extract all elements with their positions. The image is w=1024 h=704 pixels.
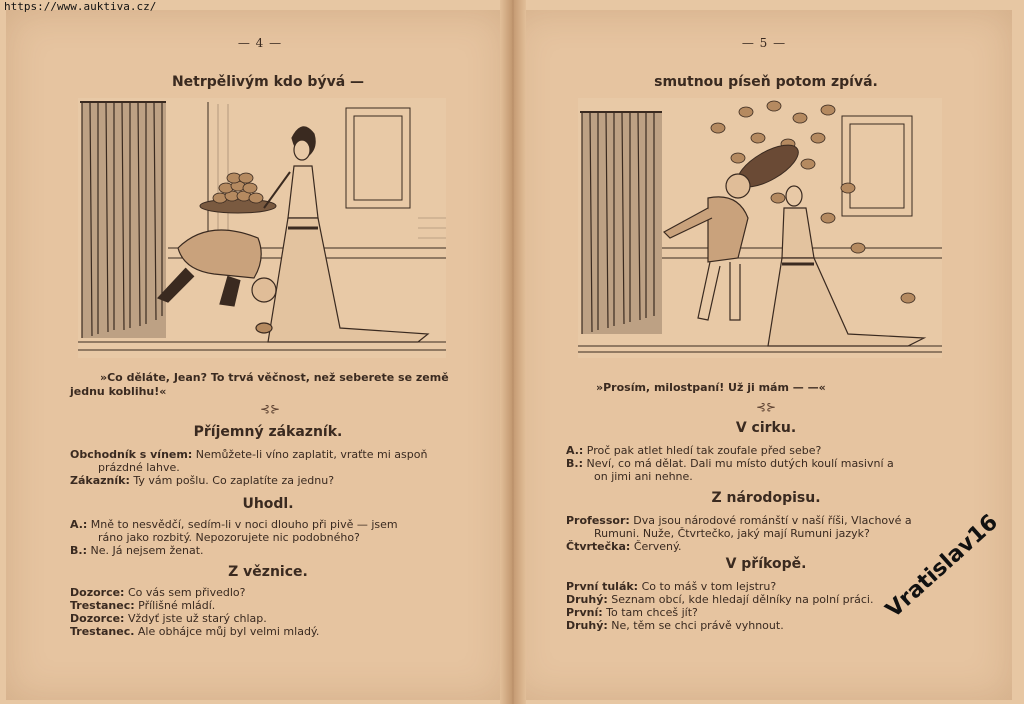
dialogue-continuation: prázdné lahve. [98, 461, 180, 474]
speaker: Trestanec: [70, 599, 135, 612]
dialogue-text: To tam chceš jít? [606, 606, 698, 619]
dialogue-text: Ne, těm se chci právě vyhnout. [611, 619, 784, 632]
left-ornament: ⊰⊱ [260, 402, 281, 416]
right-page-number: — 5 — [741, 36, 787, 50]
left-caption-line-1: »Co děláte, Jean? To trvá věčnost, než seberete se země [100, 371, 449, 384]
left-heading: Netrpělivým kdo bývá — [171, 74, 365, 90]
section-dialogue [566, 514, 976, 553]
section-dialogue [70, 586, 470, 638]
speaker: Trestanec. [70, 625, 135, 638]
dialogue-continuation: on jimi ani nehne. [594, 470, 693, 483]
section-title: V cirku. [735, 420, 797, 436]
dialogue-continuation: ráno jako rozbitý. Nepozorujete nic podobného? [98, 531, 360, 544]
dialogue-text: Co to máš v tom lejstru? [641, 580, 777, 593]
dialogue-text: Přílišné mládí. [138, 599, 216, 612]
right-illustration [578, 98, 942, 358]
dialogue-text: Mně to nesvědčí, sedím-li v noci dlouho při pivě — jsem [90, 518, 398, 531]
speaker: První: [566, 606, 603, 619]
dialogue-continuation: Rumuni. Nuže, Čtvrtečko, jaký mají Rumuni jazyk? [594, 527, 870, 540]
right-heading: smutnou píseň potom zpívá. [654, 74, 878, 90]
section-dialogue [566, 444, 976, 483]
dialogue-text: Ty vám pošlu. Co zaplatíte za jednu? [133, 474, 335, 487]
left-caption-line-2: jednu koblihu!« [70, 385, 167, 398]
dialogue-text: Neví, co má dělat. Dali mu místo dutých koulí masivní a [586, 457, 894, 470]
dialogue-text: Seznam obcí, kde hledají dělníky na polní práci. [611, 593, 874, 606]
speaker: První tulák: [566, 580, 639, 593]
section-dialogue [70, 448, 470, 487]
speaker: Druhý: [566, 619, 608, 632]
speaker: Dozorce: [70, 612, 125, 625]
speaker: Dozorce: [70, 586, 125, 599]
source-url: https://www.auktiva.cz/ [4, 0, 157, 13]
section-title: Uhodl. [242, 496, 294, 512]
speaker: A.: [566, 444, 584, 457]
left-page-number: — 4 — [237, 36, 283, 50]
book-gutter [500, 0, 526, 704]
speaker: Zákazník: [70, 474, 130, 487]
dialogue-text: Vždyť jste už starý chlap. [127, 612, 267, 625]
seller-watermark: Vratislav16 [881, 509, 1003, 623]
dialogue-text: Červený. [633, 540, 682, 553]
dialogue-text: Dva jsou národové románští v naší říši, Vlachové a [633, 514, 912, 527]
dialogue-text: Co vás sem přivedlo? [127, 586, 246, 599]
speaker: B.: [70, 544, 87, 557]
section-title: Z národopisu. [711, 490, 821, 506]
dialogue-text: Nemůžete-li víno zaplatit, vraťte mi aspoň [195, 448, 428, 461]
dialogue-text: Ale obhájce můj byl velmi mladý. [137, 625, 320, 638]
left-illustration [78, 98, 446, 358]
speaker: Obchodník s vínem: [70, 448, 193, 461]
speaker: B.: [566, 457, 583, 470]
section-title: V příkopě. [725, 556, 807, 572]
speaker: Professor: [566, 514, 630, 527]
right-ornament: ⊰⊱ [756, 400, 777, 414]
right-caption: »Prosím, milostpaní! Už ji mám — —« [596, 381, 826, 394]
section-title: Z věznice. [228, 564, 308, 580]
speaker: Druhý: [566, 593, 608, 606]
section-title: Příjemný zákazník. [193, 424, 343, 440]
section-dialogue [70, 518, 470, 557]
speaker: A.: [70, 518, 88, 531]
dialogue-text: Ne. Já nejsem ženat. [90, 544, 204, 557]
dialogue-text: Proč pak atlet hledí tak zoufale před sebe? [586, 444, 822, 457]
speaker: Čtvrtečka: [566, 540, 631, 553]
